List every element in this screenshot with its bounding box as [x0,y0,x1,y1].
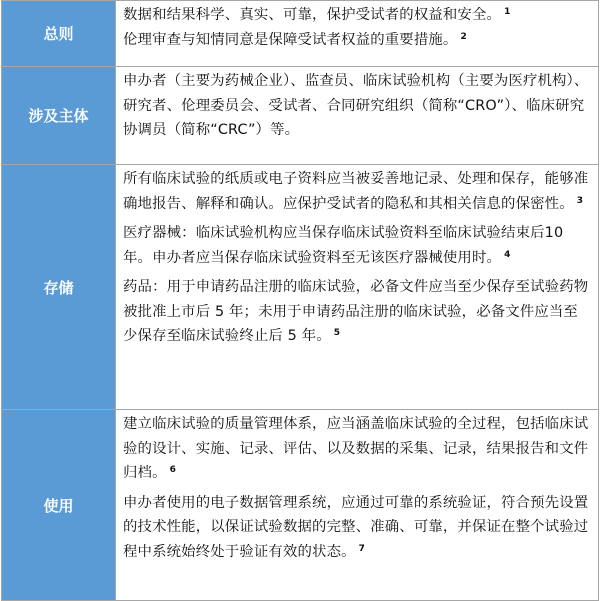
regulation-table [1,0,599,601]
table-row-parties [2,67,599,165]
row-content [116,1,599,67]
paragraph-text: 伦理审查与知情同意是保障受试者权益的重要措施。 [123,31,458,48]
paragraph [123,221,592,270]
paragraph-text: 申办者（主要为药械企业）、监查员、临床试验机构（主要为医疗机构）、研究者、伦理委员会、受试者、合同研究组织（简称“CRO”）、临床研究协调员（简称“CRC”）等。 [123,73,589,138]
row-content [116,67,599,165]
paragraph-text: 医疗器械：临床试验机构应当保存临床试验资料至临床试验结束后10 年。申办者应当保存临床试验资料至无该医疗器械使用时。 [123,225,564,266]
footnote-ref: 3 [576,195,584,206]
footnote-ref: 7 [358,543,366,554]
paragraph [123,167,592,216]
paragraph-text: 所有临床试验的纸质或电子资料应当被妥善地记录、处理和保存，能够准确地报告、解释和确认。应保护受试者的隐私和其相关信息的保密性。 [123,171,589,212]
row-label: 使用 [2,410,116,601]
paragraph [123,3,592,28]
paragraph [123,412,592,486]
paragraph-text: 药品：用于申请药品注册的临床试验，必备文件应当至少保存至试验药物被批准上市后 5 年；未用于申请药品注册的临床试验，必备文件应当至少保存至临床试验终止后 5 年。 [123,279,589,344]
paragraph [123,275,592,349]
paragraph [123,491,592,565]
row-label: 总则 [2,1,116,67]
table-row-usage [2,410,599,601]
footnote-ref: 2 [460,31,467,42]
table-row-storage [2,165,599,410]
footnote-ref: 5 [333,328,341,338]
paragraph-text: 建立临床试验的质量管理体系，应当涵盖临床试验的全过程，包括临床试验的设计、实施、记录、评估、以及数据的采集、记录，结果报告和文件归档。 [123,416,589,481]
footnote-ref: 1 [504,7,511,17]
paragraph [123,69,592,143]
row-content [116,165,599,410]
table-row-general [2,1,599,67]
row-content [116,410,599,601]
footnote-ref: 4 [504,249,511,260]
paragraph [123,28,592,53]
paragraph-text: 数据和结果科学、真实、可靠，保护受试者的权益和安全。 [123,7,502,23]
row-label: 涉及主体 [2,67,116,165]
paragraph-text: 申办者使用的电子数据管理系统，应通过可靠的系统验证，符合预先设置的技术性能，以保证试验数据的完整、准确、可靠，并保证在整个试验过程中系统始终处于验证有效的状态。 [123,494,589,560]
footnote-ref: 6 [169,465,177,475]
row-label: 存储 [2,165,116,410]
